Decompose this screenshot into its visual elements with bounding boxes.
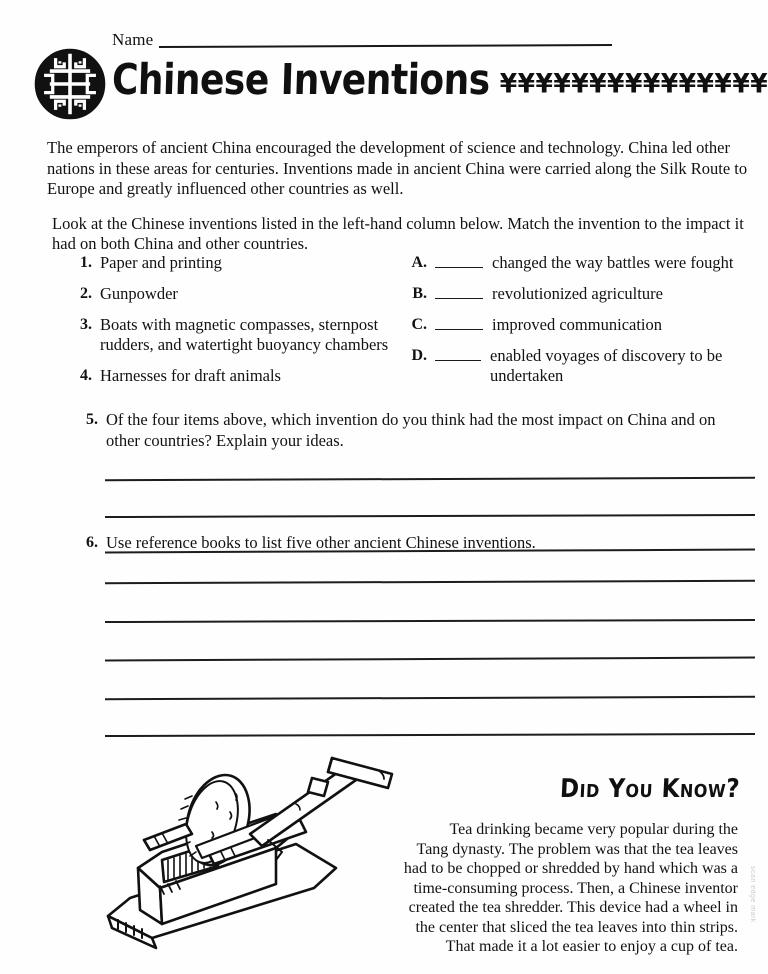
list-item-marker: C.	[411, 316, 427, 333]
answer-blank[interactable]	[435, 253, 483, 268]
impacts-column	[405, 253, 760, 397]
list-item	[405, 346, 760, 386]
list-item-marker: 1.	[80, 254, 92, 271]
answer-line[interactable]	[105, 733, 755, 737]
matching-exercise	[0, 253, 768, 393]
list-item	[405, 253, 760, 273]
list-item-label: Harnesses for draft animals	[100, 366, 281, 385]
title-dingbat-border: ¥¥¥¥¥¥¥¥¥¥¥¥¥¥¥	[499, 67, 768, 99]
inventions-column	[70, 253, 390, 397]
question-5	[78, 410, 750, 451]
did-you-know-paragraph: Tea drinking became very popular during the Tang dynasty. The problem was that the tea leaves had to be chopped or shredded by hand which was a time-consuming process. Then, a Chinese inventor created the tea shredder. This device had a wheel in the center that sliced the tea leaves into thin strips. That made it a lot easier to enjoy a cup of tea.	[403, 821, 738, 955]
list-item-marker: 2.	[80, 285, 92, 302]
answer-line[interactable]	[105, 657, 755, 662]
question-6	[78, 533, 750, 554]
page-title-row	[111, 56, 768, 106]
intro-paragraph-2: Look at the Chinese inventions listed in the left-hand column below. Match the invention to the impact it had on both China and other countries.	[52, 213, 744, 253]
list-item-marker: A.	[411, 254, 427, 271]
name-write-line[interactable]	[159, 44, 612, 48]
list-item-label: enabled voyages of discovery to be undertaken	[490, 346, 723, 385]
question-5-marker: 5.	[86, 411, 98, 428]
list-item-label: Boats with magnetic compasses, sternpost rudders, and watertight buoyancy chambers	[100, 315, 389, 354]
answer-line[interactable]	[105, 477, 755, 481]
answer-line[interactable]	[105, 619, 755, 623]
question-5-text: Of the four items above, which invention do you think had the most impact on China and on other countries? Explain your ideas.	[106, 410, 716, 450]
list-item-label: Gunpowder	[100, 284, 178, 303]
name-field-row	[112, 24, 612, 50]
name-label: Name	[112, 30, 154, 49]
chinese-longevity-medallion-icon	[34, 48, 106, 120]
list-item-marker: B.	[412, 285, 427, 302]
answer-blank[interactable]	[435, 315, 483, 330]
list-item	[70, 253, 390, 273]
answer-line[interactable]	[105, 580, 755, 584]
intro-text	[47, 138, 750, 269]
list-item	[405, 315, 760, 335]
list-item	[405, 284, 760, 304]
list-item-marker: 3.	[80, 316, 92, 333]
list-item	[70, 366, 390, 386]
answer-blank[interactable]	[435, 284, 483, 299]
question-6-marker: 6.	[86, 534, 98, 551]
list-item-label: changed the way battles were fought	[492, 253, 734, 272]
list-item	[70, 284, 390, 304]
list-item-marker: D.	[411, 347, 427, 364]
tea-shredder-illustration	[100, 748, 410, 953]
answer-blank[interactable]	[435, 346, 481, 361]
answer-line[interactable]	[105, 696, 755, 700]
list-item-label: improved communication	[492, 315, 663, 334]
question-6-text: Use reference books to list five other ancient Chinese inventions.	[106, 533, 536, 552]
intro-paragraph-1: The emperors of ancient China encouraged the development of science and technology. China led other nations in these areas for centuries. Inventions made in ancient China were carried along the Silk Route to Europe and greatly influenced other countries as well.	[47, 138, 748, 198]
answer-line[interactable]	[105, 514, 755, 518]
did-you-know-body	[400, 820, 738, 957]
page-title: Chinese Inventions	[111, 56, 491, 105]
list-item-label: revolutionized agriculture	[492, 284, 663, 303]
list-item-marker: 4.	[80, 367, 92, 384]
list-item-label: Paper and printing	[100, 253, 222, 272]
list-item	[70, 315, 390, 355]
did-you-know-heading: Did You Know?	[559, 774, 741, 804]
scan-edge-artifact: scan edge mark	[749, 866, 756, 923]
